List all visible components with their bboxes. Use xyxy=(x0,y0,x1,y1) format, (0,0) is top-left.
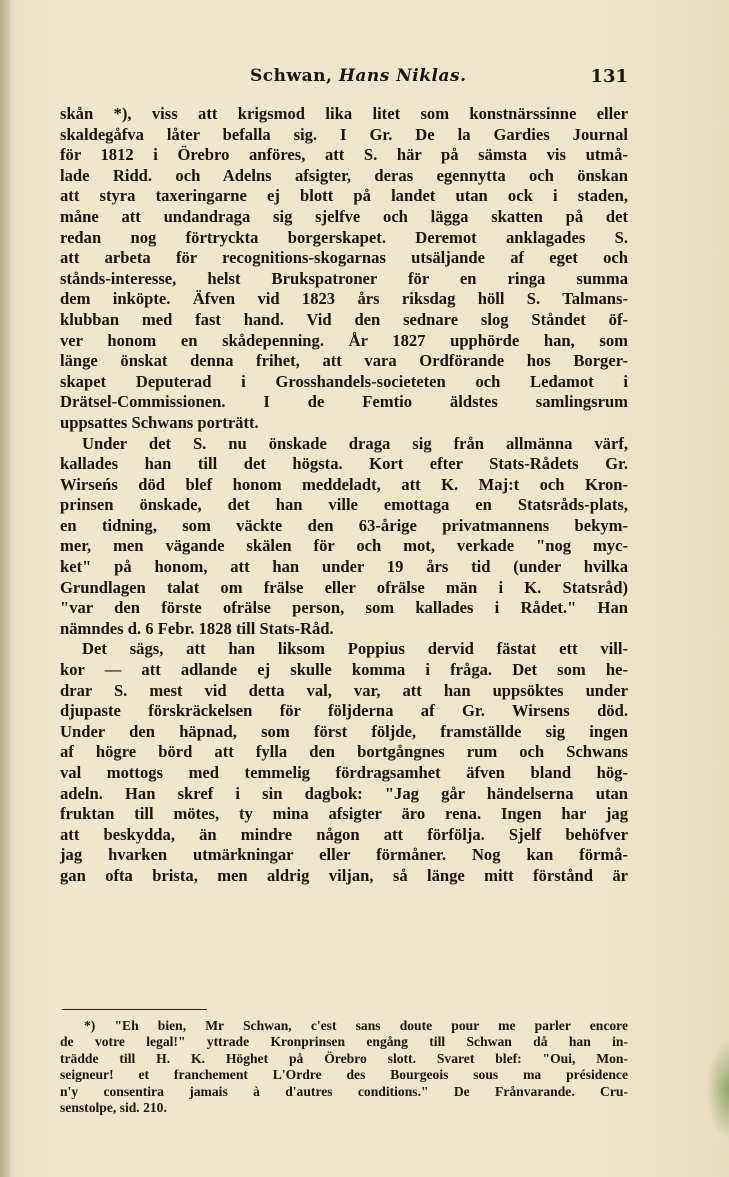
footnote-line: senstolpe, sid. 210. xyxy=(60,1099,167,1115)
page-gutter xyxy=(0,0,10,1177)
text-line: skapet Deputerad i Grosshandels-societeten och Ledamot i xyxy=(60,371,628,391)
text-line: klubban med fast hand. Vid den sednare slog Ståndet öf- xyxy=(60,309,628,329)
text-line: nämndes d. 6 Febr. 1828 till Stats-Råd. xyxy=(60,618,334,638)
footnote xyxy=(60,1018,628,1116)
page-number: 131 xyxy=(590,66,628,87)
text-line: mer, men vägande skälen för och mot, verkade "nog myc- xyxy=(60,536,628,556)
text-line: val mottogs med temmelig fördragsamhet äfven bland hög- xyxy=(60,763,628,782)
footnote-line: trädde till H. K. Höghet på Örebro slott. Svaret blef: "Oui, Mon- xyxy=(60,1050,628,1066)
text-line: skån *), viss att krigsmod lika litet som konstnärssinne eller xyxy=(60,104,628,123)
running-title xyxy=(250,66,467,86)
text-line: kor — att adlande ej skulle komma i fråga. Det som he- xyxy=(60,660,628,680)
footnote-line: *) "Eh bien, Mr Schwan, c'est sans doute pour me parler encore xyxy=(84,1018,628,1033)
text-line: Grundlagen talat om frälse eller ofrälse män i K. Statsråd) xyxy=(60,577,628,597)
text-line: Det sägs, att han liksom Poppius dervid fästat ett vill- xyxy=(82,639,628,659)
text-line: måne att undandraga sig sjelfve och lägga skatten på det xyxy=(60,206,628,226)
text-line: jag hvarken utmärkningar eller förmåner. Nog kan förmå- xyxy=(60,845,628,865)
text-line: länge önskat denna frihet, att vara Ordförande hos Borger- xyxy=(60,351,628,371)
footnote-line: seigneur! et franchement L'Ordre des Bourgeois sous ma présidence xyxy=(60,1067,628,1083)
text-line: skaldegåfva låter befalla sig. I Gr. De la Gardies Journal xyxy=(60,124,628,144)
text-line: Under den häpnad, som först följde, framställde sig ingen xyxy=(60,721,628,741)
footnote-line: n'y consentira jamais à d'autres conditions." De Frånvarande. Cru- xyxy=(60,1083,628,1099)
text-line: Wirseńs död blef honom meddeladt, att K. Maj:t och Kron- xyxy=(60,474,628,494)
text-line: en tidning, som väckte den 63-årige privatmannens bekym- xyxy=(60,515,628,535)
footnote-line: de votre legal!" yttrade Kronprinsen engång till Schwan då han in- xyxy=(60,1034,628,1050)
text-line: drar S. mest vid detta val, var, att han uppsöktes under xyxy=(60,680,628,700)
text-line: fruktan till mötes, ty mina afsigter äro rena. Ingen har jag xyxy=(60,804,628,824)
text-line: gan ofta brista, men aldrig viljan, så länge mitt förstånd är xyxy=(60,865,628,885)
running-title-given-name: Hans Niklas. xyxy=(338,66,467,86)
text-line: ket" på honom, att han under 19 års tid (under hvilka xyxy=(60,557,628,577)
text-line: "var den förste ofrälse person, som kallades i Rådet." Han xyxy=(60,598,628,618)
running-title-surname: Schwan, xyxy=(250,66,333,86)
text-line: prinsen önskade, det han ville emottaga en Statsråds-plats, xyxy=(60,495,628,515)
text-line: lade Ridd. och Adelns afsigter, deras egennytta och önskan xyxy=(60,165,628,185)
text-line: Under det S. nu önskade draga sig från allmänna värf, xyxy=(82,433,628,453)
text-line: kallades han till det högsta. Kort efter Stats-Rådets Gr. xyxy=(60,454,628,474)
text-line: att beskydda, än mindre någon att förfölja. Sjelf behöfver xyxy=(60,824,628,844)
footnote-rule xyxy=(62,1009,207,1010)
page-edge-stain xyxy=(707,1040,729,1140)
text-line: för 1812 i Örebro anföres, att S. här på sämsta vis utmå- xyxy=(60,145,628,165)
text-line: att arbeta för recognitions-skogarnas utsäljande af eget och xyxy=(60,248,628,268)
text-line: af högre börd att fylla den bortgångnes rum och Schwans xyxy=(60,742,628,762)
text-line: redan nog förtryckta borgerskapet. Deremot anklagades S. xyxy=(60,227,628,247)
body-text xyxy=(60,104,628,887)
text-line: Drätsel-Commissionen. I de Femtio äldstes samlingsrum xyxy=(60,392,628,412)
text-line: djupaste förskräckelsen för följderna af Gr. Wirsens död. xyxy=(60,701,628,721)
text-line: adeln. Han skref i sin dagbok: "Jag går händelserna utan xyxy=(60,783,628,803)
text-line: dem inköpte. Äfven vid 1823 års riksdag höll S. Talmans- xyxy=(60,289,628,309)
text-line: uppsattes Schwans porträtt. xyxy=(60,412,259,432)
text-line: ver honom en skådepenning. År 1827 upphörde han, som xyxy=(60,330,628,350)
text-line: stånds-interesse, helst Brukspatroner för en ringa summa xyxy=(60,268,628,288)
page-header xyxy=(60,66,628,92)
text-line: att styra taxeringarne ej blott på landet utan ock i staden, xyxy=(60,186,628,206)
